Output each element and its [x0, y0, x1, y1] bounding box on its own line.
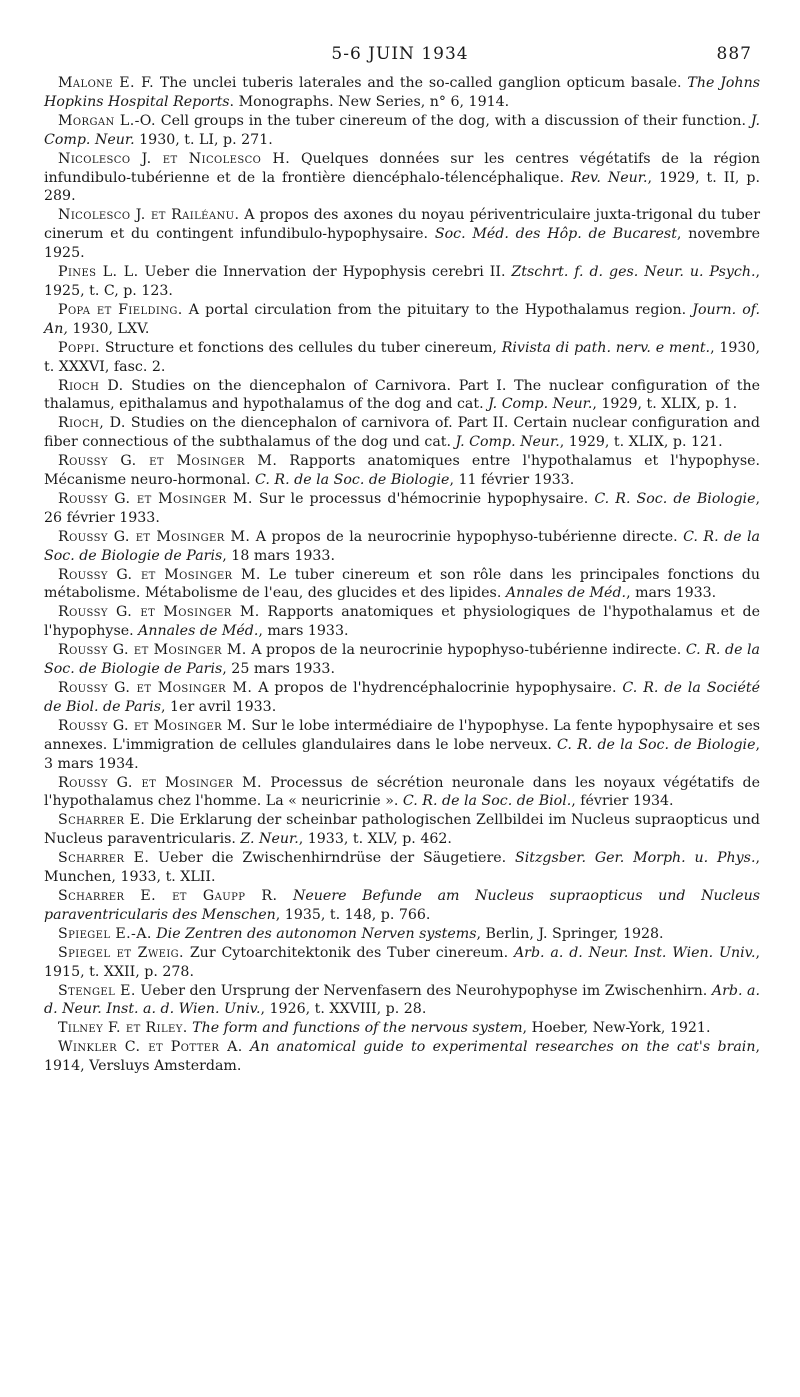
reference-details: , 1925, t. C, p. 123.	[44, 264, 760, 299]
reference-text: Die Erklarung der scheinbar pathologischen Zellbildei im Nucleus supraopticus und Nucleus paraventricularis.	[44, 812, 760, 848]
reference-author: Roussy G. et Mosinger M.	[58, 604, 260, 621]
reference-details: . Monographs. New Series, n° 6, 1914.	[229, 93, 510, 110]
reference-source: An anatomical guide to experimental researches on the cat's brain	[250, 1039, 756, 1056]
reference-source: Neuere Befunde am Nucleus supraopticus und Nucleus paraventricularis des Menschen	[44, 887, 760, 923]
reference-source: Die Zentren des autonomon Nerven systems	[156, 925, 477, 942]
reference-source: C. R. de la Soc. de Biologie de Paris	[44, 642, 761, 678]
reference-entry	[44, 679, 760, 717]
reference-entry	[44, 566, 760, 604]
reference-entry	[44, 112, 760, 150]
reference-entry	[44, 925, 760, 944]
reference-author: Popa et Fielding.	[58, 301, 183, 318]
reference-author: Nicolesco J. et Railéanu.	[58, 207, 240, 224]
reference-details: , 1915, t. XXII, p. 278.	[44, 944, 760, 980]
running-head	[0, 44, 800, 70]
reference-entry	[44, 641, 760, 679]
reference-author: Roussy G. et Mosinger M.	[58, 566, 261, 583]
reference-author: Spiegel E.-A.	[58, 925, 152, 942]
reference-details: , 1929, t. XLIX, p. 121.	[559, 434, 723, 451]
reference-text: Studies on the diencephalon of Carnivora. Part I. The nuclear configuration of the thalamus, epithalamus and hypothalamus of the dog and cat.	[44, 377, 760, 413]
reference-entry	[44, 528, 760, 566]
reference-details: , 1929, t. XLIX, p. 1.	[592, 396, 738, 413]
reference-details: , novembre 1925.	[44, 226, 761, 262]
reference-details: , février 1934.	[571, 793, 674, 810]
reference-entry	[44, 206, 760, 263]
reference-source: Arb. a. d. Neur. Inst. a. d. Wien. Univ.	[44, 982, 760, 1018]
reference-text: Le tuber cinereum et son rôle dans les principales fonctions du métabolisme. Métabolisme de l'eau, des glucides et des lipides.	[44, 566, 760, 602]
reference-text: Processus de sécrétion neuronale dans les noyaux végétatifs de l'hypothalamus chez l'homme. La « neuricrinie ».	[44, 774, 760, 810]
reference-text: Cell groups in the tuber cinereum of the dog, with a discussion of their function.	[155, 112, 751, 129]
reference-entry	[44, 490, 760, 528]
reference-details: , 3 mars 1934.	[44, 736, 760, 772]
reference-entry	[44, 339, 760, 377]
reference-source: Arb. a. d. Neur. Inst. Wien. Univ.	[513, 944, 756, 961]
reference-author: Scharrer E.	[58, 850, 150, 867]
reference-author: Spiegel et Zweig.	[58, 944, 184, 961]
reference-source: J. Comp. Neur.	[455, 434, 560, 451]
reference-source: C. R. de la Société de Biol. de Paris	[44, 680, 760, 715]
reference-text: Ueber die Innervation der Hypophysis cerebri II.	[138, 264, 512, 281]
reference-details: , mars 1933.	[626, 585, 717, 602]
reference-text: Rapports anatomiques entre l'hypothalamus et l'hypophyse. Mécanisme neuro-hormonal.	[44, 453, 761, 489]
reference-author: Roussy G. et Mosinger M.	[58, 453, 278, 470]
reference-author: Rioch D.	[58, 377, 124, 394]
reference-source: Ztschrt. f. d. ges. Neur. u. Psych.	[511, 264, 756, 281]
reference-author: Roussy G. et Mosinger M.	[58, 528, 251, 545]
reference-details: 1930, t. LI, p. 271.	[134, 131, 273, 148]
reference-text: Studies on the diencephalon of carnivora of. Part II. Certain nuclear configuration and fiber connectious of the subthalamus of the dog und cat.	[44, 415, 760, 451]
reference-entry	[44, 74, 760, 112]
reference-text	[243, 1039, 250, 1055]
reference-text	[277, 888, 293, 904]
reference-details: , 18 mars 1933.	[222, 547, 335, 564]
reference-entry	[44, 263, 760, 301]
reference-text: Sur le processus d'hémocrinie hypophysaire.	[252, 490, 595, 507]
reference-list	[44, 74, 760, 1076]
reference-entry	[44, 414, 760, 452]
reference-text: Ueber die Zwischenhirndrüse der Säugetiere.	[149, 850, 515, 867]
reference-source: Rivista di path. nerv. e ment.	[501, 339, 711, 356]
reference-text: Sur le lobe intermédiaire de l'hypophyse. La fente hypophysaire et ses annexes. L'immigration de cellules glandulaires dans le lobe nerveux.	[44, 717, 760, 753]
reference-details: , 1914, Versluys Amsterdam.	[44, 1039, 760, 1075]
reference-author: Roussy G. et Mosinger M.	[58, 774, 262, 791]
reference-author: Scharrer E.	[58, 812, 146, 829]
reference-source: C. R. de la Soc. de Biologie	[255, 472, 450, 489]
reference-source: Annales de Méd.	[138, 623, 259, 640]
page-number: 887	[716, 44, 752, 64]
reference-author: Roussy G. et Mosinger M.	[58, 717, 247, 734]
reference-author: Poppi.	[58, 339, 101, 356]
reference-author: Winkler C. et Potter A.	[58, 1039, 243, 1056]
reference-source: Sitzgsber. Ger. Morph. u. Phys.	[514, 850, 756, 867]
reference-source: The form and functions of the nervous system	[192, 1020, 523, 1037]
reference-author: Tilney F. et Riley.	[58, 1020, 188, 1037]
reference-details: , 1er avril 1933.	[161, 698, 277, 715]
reference-entry	[44, 717, 760, 774]
reference-text: Zur Cytoarchitektonik des Tuber cinereum.	[183, 944, 514, 961]
reference-author: Pines L. L.	[58, 264, 139, 281]
running-title: 5-6 JUIN 1934	[331, 44, 469, 64]
reference-text: A propos des axones du noyau périventriculaire juxta-trigonal du tuber cinerum et du contingent infundibulo-hypophysaire.	[44, 207, 760, 243]
reference-entry	[44, 452, 760, 490]
reference-text: Rapports anatomiques et physiologiques de l'hypothalamus et de l'hypophyse.	[44, 604, 760, 640]
reference-entry	[44, 603, 760, 641]
reference-text: A propos de la neurocrinie hypophyso-tubérienne indirecte.	[246, 642, 686, 659]
reference-source: C. R. de la Soc. de Biologie de Paris	[44, 528, 760, 564]
reference-source: C. R. Soc. de Biologie	[594, 490, 756, 507]
reference-details: , Munchen, 1933, t. XLII.	[44, 850, 760, 886]
reference-author: Stengel E.	[58, 982, 136, 999]
reference-details: , mars 1933.	[258, 623, 349, 640]
reference-entry	[44, 301, 760, 339]
reference-entry	[44, 1038, 760, 1076]
reference-details: 1930, LXV.	[67, 320, 150, 337]
reference-source: Rev. Neur.	[570, 169, 648, 186]
reference-entry	[44, 377, 760, 415]
reference-details: , 1926, t. XXVIII, p. 28.	[260, 1001, 427, 1018]
reference-details: , 25 mars 1933.	[222, 661, 335, 678]
reference-entry	[44, 944, 760, 982]
reference-source: J. Comp. Neur.	[488, 396, 593, 413]
reference-text: A portal circulation from the pituitary to the Hypothalamus region.	[182, 301, 693, 318]
reference-details: , 1933, t. XLV, p. 462.	[298, 831, 452, 848]
reference-text: A propos de l'hydrencéphalocrinie hypophysaire.	[252, 680, 623, 696]
reference-text: Structure et fonctions des cellules du tuber cinereum,	[100, 339, 502, 356]
reference-entry	[44, 887, 760, 925]
reference-author: Morgan L.-O.	[58, 112, 156, 129]
reference-source: J. Comp. Neur.	[44, 112, 760, 148]
reference-source: C. R. de la Soc. de Biologie	[557, 736, 756, 753]
reference-source: Soc. Méd. des Hôp. de Bucarest	[434, 226, 677, 243]
reference-source: The Johns Hopkins Hospital Reports	[44, 75, 760, 110]
reference-text: Quelques données sur les centres végétatifs de la région infundibulo-tubérienne et de la frontière diencéphalo-télencéphalique.	[44, 150, 760, 186]
reference-author: Roussy G. et Mosinger M.	[58, 680, 253, 696]
reference-entry	[44, 774, 760, 812]
reference-text: The unclei tuberis laterales and the so-called ganglion opticum basale.	[154, 75, 688, 91]
reference-entry	[44, 1019, 760, 1038]
reference-entry	[44, 982, 760, 1020]
reference-details: , 26 février 1933.	[44, 490, 760, 526]
reference-entry	[44, 849, 760, 887]
reference-source: C. R. de la Soc. de Biol.	[402, 793, 572, 810]
reference-text: Ueber den Ursprung der Nervenfasern des Neurohypophyse im Zwischenhirn.	[135, 982, 712, 999]
reference-source: Annales de Méd.	[505, 585, 627, 602]
reference-entry	[44, 150, 760, 207]
reference-text: A propos de la neurocrinie hypophyso-tubérienne directe.	[250, 528, 684, 545]
reference-source: Journ. of. An,	[44, 301, 760, 337]
reference-entry	[44, 811, 760, 849]
reference-author: Scharrer E. et Gaupp R.	[58, 887, 278, 904]
reference-source: Z. Neur.	[240, 831, 299, 848]
reference-details: , 1929, t. II, p. 289.	[44, 169, 760, 205]
reference-details: , 1935, t. 148, p. 766.	[275, 906, 431, 923]
reference-details: , Berlin, J. Springer, 1928.	[476, 925, 664, 942]
reference-details: , 11 février 1933.	[449, 472, 575, 489]
reference-author: Roussy G. et Mosinger M.	[58, 642, 247, 659]
reference-author: Nicolesco J. et Nicolesco H.	[58, 150, 291, 167]
reference-details: , 1930, t. XXXVI, fasc. 2.	[44, 339, 760, 375]
reference-details: , Hoeber, New-York, 1921.	[522, 1020, 711, 1037]
reference-author: Rioch, D.	[58, 415, 126, 432]
reference-author: Malone E. F.	[58, 75, 155, 91]
reference-author: Roussy G. et Mosinger M.	[58, 490, 253, 507]
